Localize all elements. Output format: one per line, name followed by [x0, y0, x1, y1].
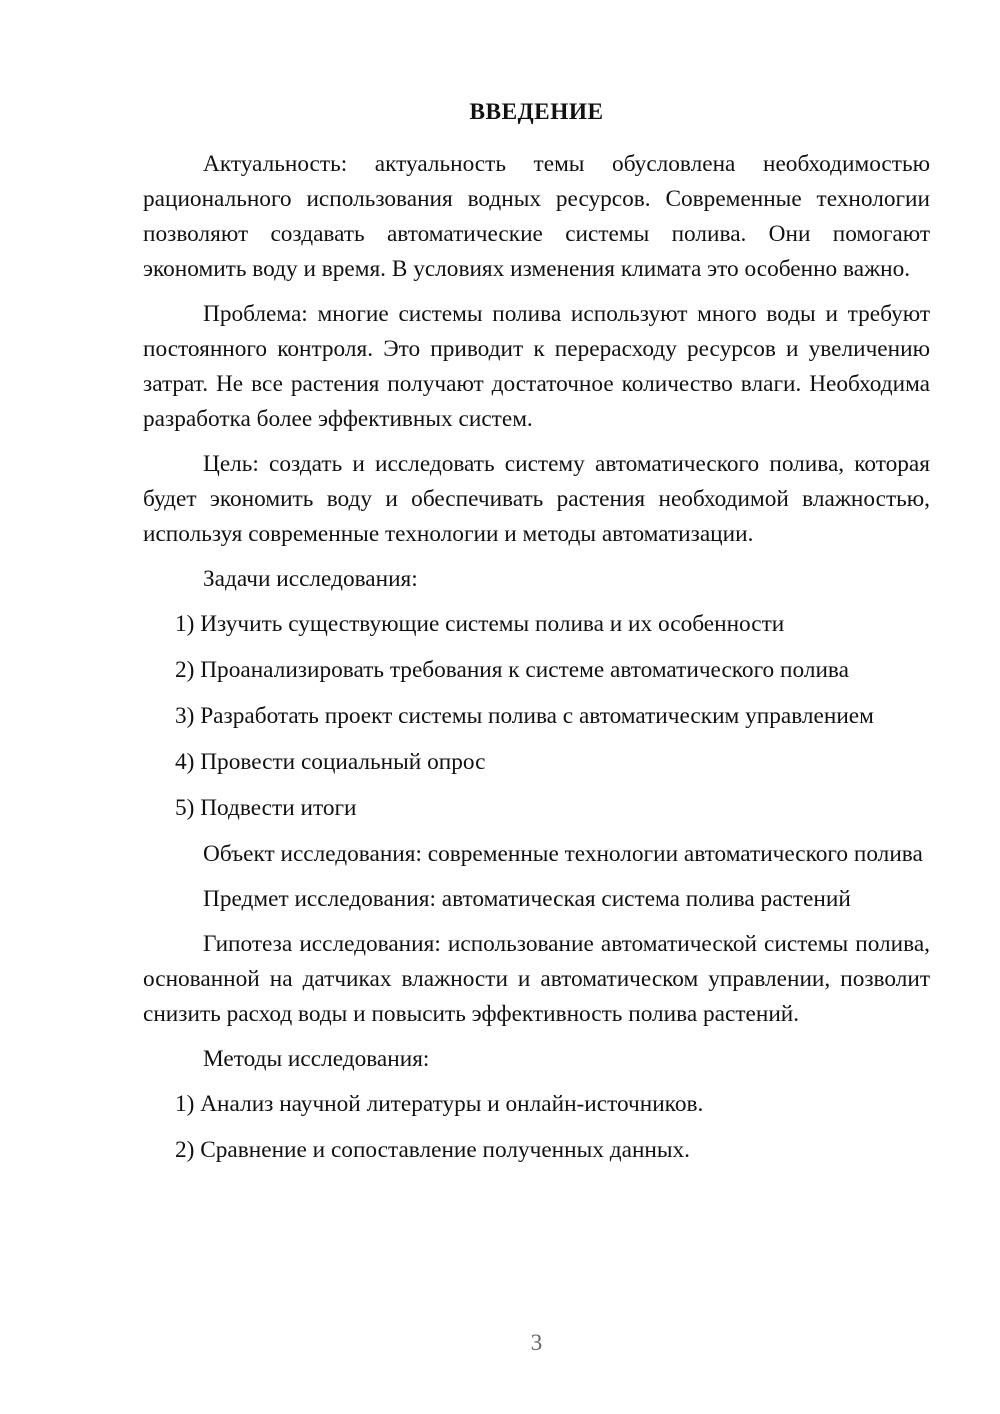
task-item-2: 2) Проанализировать требования к системе автоматического полива [175, 657, 849, 683]
task-item-5: 5) Подвести итоги [175, 795, 357, 821]
method-item-2: 2) Сравнение и сопоставление полученных данных. [175, 1137, 690, 1163]
paragraph-problem: Проблема: многие системы полива используют много воды и требуют постоянного контроля. Это приводит к перерасходу ресурсов и увеличению затрат. Не все растения получают достаточное количество влаги. Необходима разработка более эффективных систем. [143, 301, 930, 432]
task-item-3: 3) Разработать проект системы полива с автоматическим управлением [175, 703, 874, 729]
paragraph-hypothesis: Гипотеза исследования: использование автоматической системы полива, основанной на датчиках влажности и автоматическом управлении, позволит снизить расход воды и повысить эффективность полива растений. [143, 931, 930, 1027]
paragraph-goal: Цель: создать и исследовать систему автоматического полива, которая будет экономить воду и обеспечивать растения необходимой влажностью, используя современные технологии и методы автоматизации. [143, 451, 930, 547]
method-item-1: 1) Анализ научной литературы и онлайн-источников. [175, 1091, 704, 1117]
paragraph-research-object: Объект исследования: современные технологии автоматического полива [203, 841, 923, 867]
task-item-4: 4) Провести социальный опрос [175, 749, 486, 775]
heading-methods: Методы исследования: [203, 1046, 430, 1072]
heading-tasks: Задачи исследования: [203, 566, 418, 592]
page-number: 3 [530, 1330, 543, 1356]
paragraph-relevance: Актуальность: актуальность темы обусловлена необходимостью рационального использования водных ресурсов. Современные технологии позволяют создавать автоматические системы полива. Они помогают экономить воду и время. В условиях изменения климата это особенно важно. [143, 151, 930, 282]
document-title: ВВЕДЕНИЕ [469, 99, 604, 125]
task-item-1: 1) Изучить существующие системы полива и их особенности [175, 611, 785, 637]
paragraph-research-subject: Предмет исследования: автоматическая система полива растений [203, 886, 851, 912]
page-content [143, 95, 930, 1179]
